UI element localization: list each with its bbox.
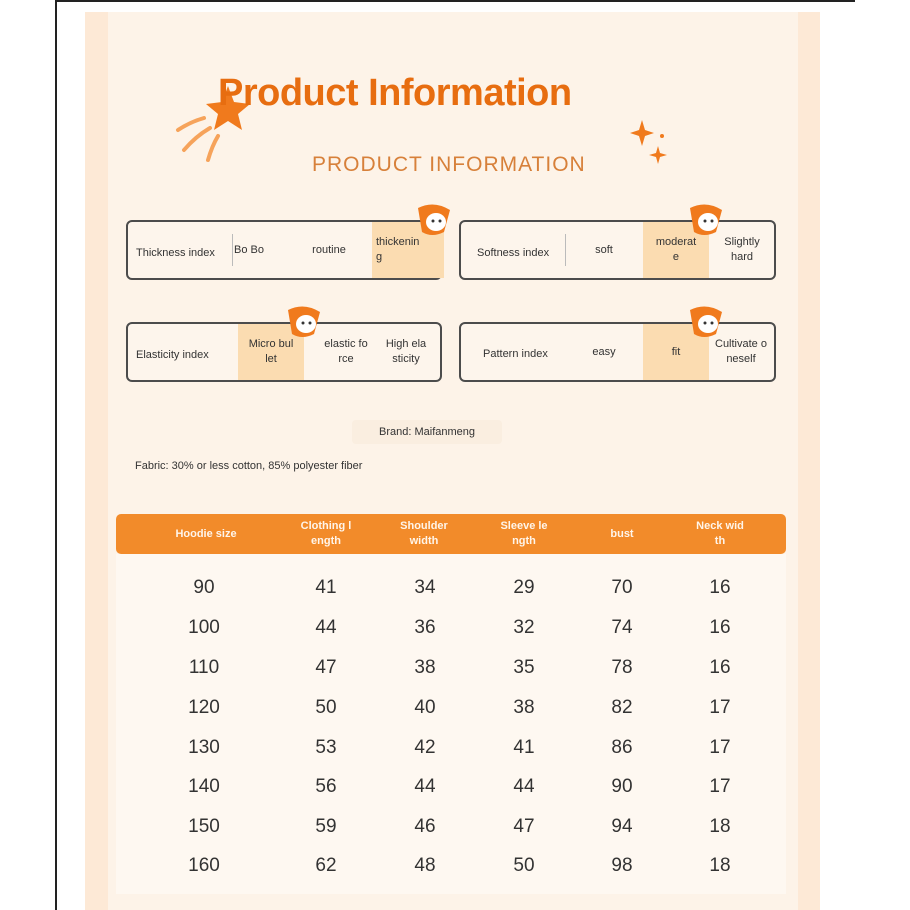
table-cell: 38 bbox=[414, 657, 436, 678]
table-cell: 29 bbox=[513, 577, 535, 598]
table-cell: 46 bbox=[414, 816, 436, 837]
table-cell: 18 bbox=[709, 816, 731, 837]
table-cell: 17 bbox=[709, 737, 731, 758]
table-cell: 59 bbox=[315, 816, 337, 837]
table-cell: 82 bbox=[611, 697, 633, 718]
table-cell: 100 bbox=[188, 617, 220, 638]
table-cell: 48 bbox=[414, 855, 436, 876]
index-option: Bo Bo bbox=[234, 243, 264, 256]
table-row bbox=[0, 728, 910, 768]
column-header: Sleeve le ngth bbox=[500, 520, 548, 547]
fabric-label: Fabric: 30% or less cotton, 85% polyester fiber bbox=[135, 460, 363, 472]
mascot-marker-icon bbox=[414, 202, 454, 238]
table-cell: 44 bbox=[414, 776, 436, 797]
mascot-marker-icon bbox=[686, 304, 726, 340]
index-label: Elasticity index bbox=[136, 349, 209, 361]
brand-label: Brand: Maifanmeng bbox=[352, 420, 502, 444]
table-cell: 40 bbox=[414, 697, 436, 718]
index-option: Slightly hard bbox=[724, 236, 760, 263]
column-header: Neck wid th bbox=[696, 520, 744, 547]
table-cell: 62 bbox=[315, 855, 337, 876]
table-cell: 70 bbox=[611, 577, 633, 598]
table-cell: 38 bbox=[513, 697, 535, 718]
page-subtitle: PRODUCT INFORMATION bbox=[312, 153, 586, 176]
table-cell: 36 bbox=[414, 617, 436, 638]
index-option: routine bbox=[312, 243, 346, 256]
table-cell: 17 bbox=[709, 776, 731, 797]
index-option: High ela sticity bbox=[385, 338, 427, 365]
table-cell: 50 bbox=[513, 855, 535, 876]
table-cell: 120 bbox=[188, 697, 220, 718]
table-cell: 41 bbox=[315, 577, 337, 598]
table-row bbox=[0, 648, 910, 688]
table-row bbox=[0, 688, 910, 728]
table-cell: 78 bbox=[611, 657, 633, 678]
table-row bbox=[0, 807, 910, 847]
table-row bbox=[0, 568, 910, 608]
sparkle-icon bbox=[630, 118, 670, 168]
column-header: bust bbox=[610, 527, 634, 540]
table-cell: 130 bbox=[188, 737, 220, 758]
table-row bbox=[0, 608, 910, 648]
size-table-header bbox=[116, 514, 786, 554]
index-label: Softness index bbox=[477, 247, 550, 259]
table-cell: 53 bbox=[315, 737, 337, 758]
index-label: Pattern index bbox=[483, 348, 548, 360]
index-option-selected: thickenin g bbox=[372, 222, 444, 278]
table-row bbox=[0, 767, 910, 807]
table-cell: 94 bbox=[611, 816, 633, 837]
index-option: easy bbox=[592, 345, 616, 358]
table-cell: 16 bbox=[709, 577, 731, 598]
table-cell: 86 bbox=[611, 737, 633, 758]
softness-index-box bbox=[459, 220, 776, 280]
table-cell: 35 bbox=[513, 657, 535, 678]
table-row bbox=[0, 846, 910, 886]
table-cell: 140 bbox=[188, 776, 220, 797]
table-cell: 42 bbox=[414, 737, 436, 758]
thickness-index-box bbox=[126, 220, 442, 280]
table-cell: 110 bbox=[188, 657, 220, 678]
page-title: Product Information bbox=[218, 72, 572, 114]
table-cell: 56 bbox=[315, 776, 337, 797]
table-cell: 90 bbox=[611, 776, 633, 797]
index-option-selected: fit bbox=[643, 324, 709, 380]
table-cell: 98 bbox=[611, 855, 633, 876]
table-cell: 74 bbox=[611, 617, 633, 638]
pattern-index-box bbox=[459, 322, 776, 382]
table-cell: 16 bbox=[709, 617, 731, 638]
mascot-marker-icon bbox=[686, 202, 726, 238]
index-label: Thickness index bbox=[136, 247, 215, 259]
index-option: elastic fo rce bbox=[324, 338, 368, 365]
table-cell: 16 bbox=[709, 657, 731, 678]
column-header: Hoodie size bbox=[175, 527, 237, 540]
table-cell: 17 bbox=[709, 697, 731, 718]
column-header: Shoulder width bbox=[400, 520, 448, 547]
table-cell: 41 bbox=[513, 737, 535, 758]
index-option-selected: Micro bul let bbox=[238, 324, 304, 380]
column-header: Clothing l ength bbox=[300, 520, 352, 547]
table-cell: 44 bbox=[315, 617, 337, 638]
table-cell: 50 bbox=[315, 697, 337, 718]
table-cell: 90 bbox=[193, 577, 215, 598]
table-cell: 34 bbox=[414, 577, 436, 598]
table-cell: 150 bbox=[188, 816, 220, 837]
index-option-selected: moderat e bbox=[643, 222, 709, 278]
divider bbox=[565, 234, 566, 266]
mascot-marker-icon bbox=[284, 304, 324, 340]
table-cell: 18 bbox=[709, 855, 731, 876]
table-cell: 47 bbox=[315, 657, 337, 678]
table-cell: 44 bbox=[513, 776, 535, 797]
frame-border-top bbox=[55, 0, 855, 2]
index-option: soft bbox=[595, 243, 613, 256]
index-option: Cultivate o neself bbox=[715, 338, 767, 365]
table-cell: 32 bbox=[513, 617, 535, 638]
table-cell: 160 bbox=[188, 855, 220, 876]
table-cell: 47 bbox=[513, 816, 535, 837]
